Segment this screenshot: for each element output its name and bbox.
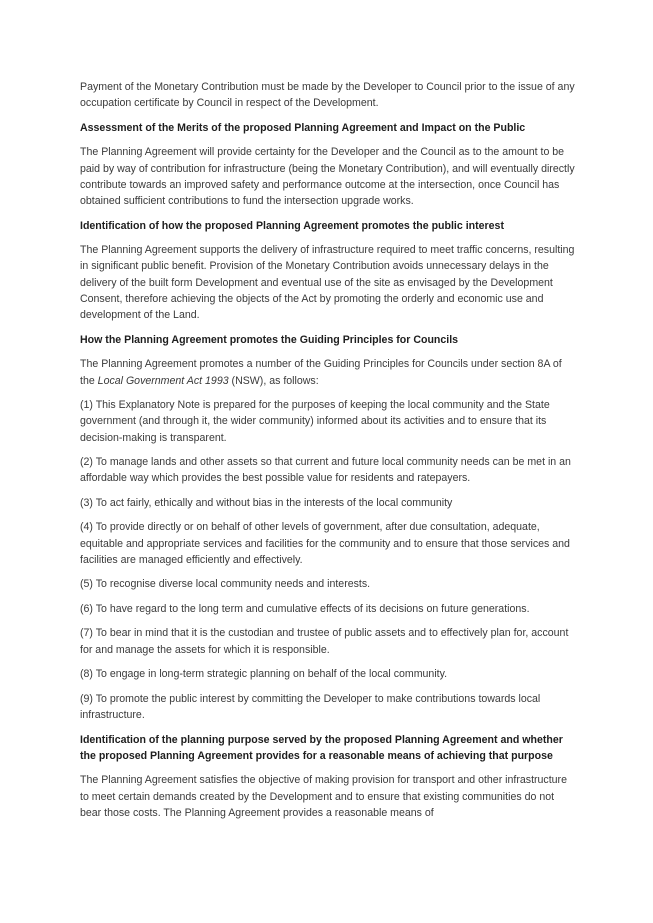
principle-item: (8) To engage in long-term strategic planning on behalf of the local community.	[80, 668, 448, 681]
paragraph-planning-purpose: The Planning Agreement satisfies the objective of making provision for transport and other infrastructure to meet certain demands created by the Development and to ensure that existing communities do not bear those costs. The Planning Agreement provides a reasonable means of	[80, 774, 567, 819]
principle-item: (1) This Explanatory Note is prepared for the purposes of keeping the local community and the State government (and through it, the wider community) informed about its activities and to ensure that its decision-making is transparent.	[80, 399, 550, 444]
document-page	[80, 79, 576, 829]
paragraph-payment: Payment of the Monetary Contribution must be made by the Developer to Council prior to the issue of any occupation certificate by Council in respect of the Development.	[80, 81, 575, 110]
principle-item: (2) To manage lands and other assets so that current and future local community needs can be met in an affordable way which provides the best possible value for residents and ratepayers.	[80, 456, 571, 485]
heading-assessment: Assessment of the Merits of the proposed Planning Agreement and Impact on the Public	[80, 121, 526, 134]
principle-item: (3) To act fairly, ethically and without bias in the interests of the local community	[80, 496, 453, 509]
guiding-intro-tail: (NSW), as follows:	[228, 374, 319, 387]
paragraph-guiding-intro	[80, 356, 576, 389]
principle-item: (7) To bear in mind that it is the custodian and trustee of public assets and to effectively plan for, account for and manage the assets for which it is responsible.	[80, 627, 569, 656]
guiding-intro-text: The Planning Agreement promotes a number of the Guiding Principles for Councils under section 8A of the	[80, 358, 562, 387]
principle-item: (9) To promote the public interest by committing the Developer to make contributions towards local infrastructure.	[80, 692, 541, 722]
principle-item: (4) To provide directly or on behalf of other levels of government, after due consultation, adequate, equitable and appropriate services and facilities for the community and to ensure that those services and facilities are managed efficiently and effectively.	[80, 521, 570, 566]
paragraph-public-interest: The Planning Agreement supports the delivery of infrastructure required to meet traffic concerns, resulting in significant public benefit. Provision of the Monetary Contribution avoids unnecessary delays in the delivery of the built form Development and eventual use of the site as envisaged by the Development Consent, therefore achieving the objects of the Act by promoting the orderly and economic use and development of the Land.	[80, 244, 575, 322]
principle-item: (6) To have regard to the long term and cumulative effects of its decisions on future generations.	[80, 602, 530, 615]
heading-planning-purpose: Identification of the planning purpose served by the proposed Planning Agreement and whether the proposed Planning Agreement provides for a reasonable means of achieving that purpose	[80, 733, 563, 762]
heading-guiding-principles: How the Planning Agreement promotes the Guiding Principles for Councils	[80, 333, 459, 346]
heading-public-interest: Identification of how the proposed Planning Agreement promotes the public interest	[80, 219, 504, 232]
paragraph-assessment: The Planning Agreement will provide certainty for the Developer and the Council as to the amount to be paid by way of contribution for infrastructure (being the Monetary Contribution), and will eventually directly contribute towards an improved safety and performance outcome at the intersection, once Council has obtained sufficient contributions to fund the intersection upgrade works.	[80, 146, 575, 208]
act-name: Local Government Act 1993	[97, 374, 229, 387]
principle-item: (5) To recognise diverse local community needs and interests.	[80, 578, 371, 591]
